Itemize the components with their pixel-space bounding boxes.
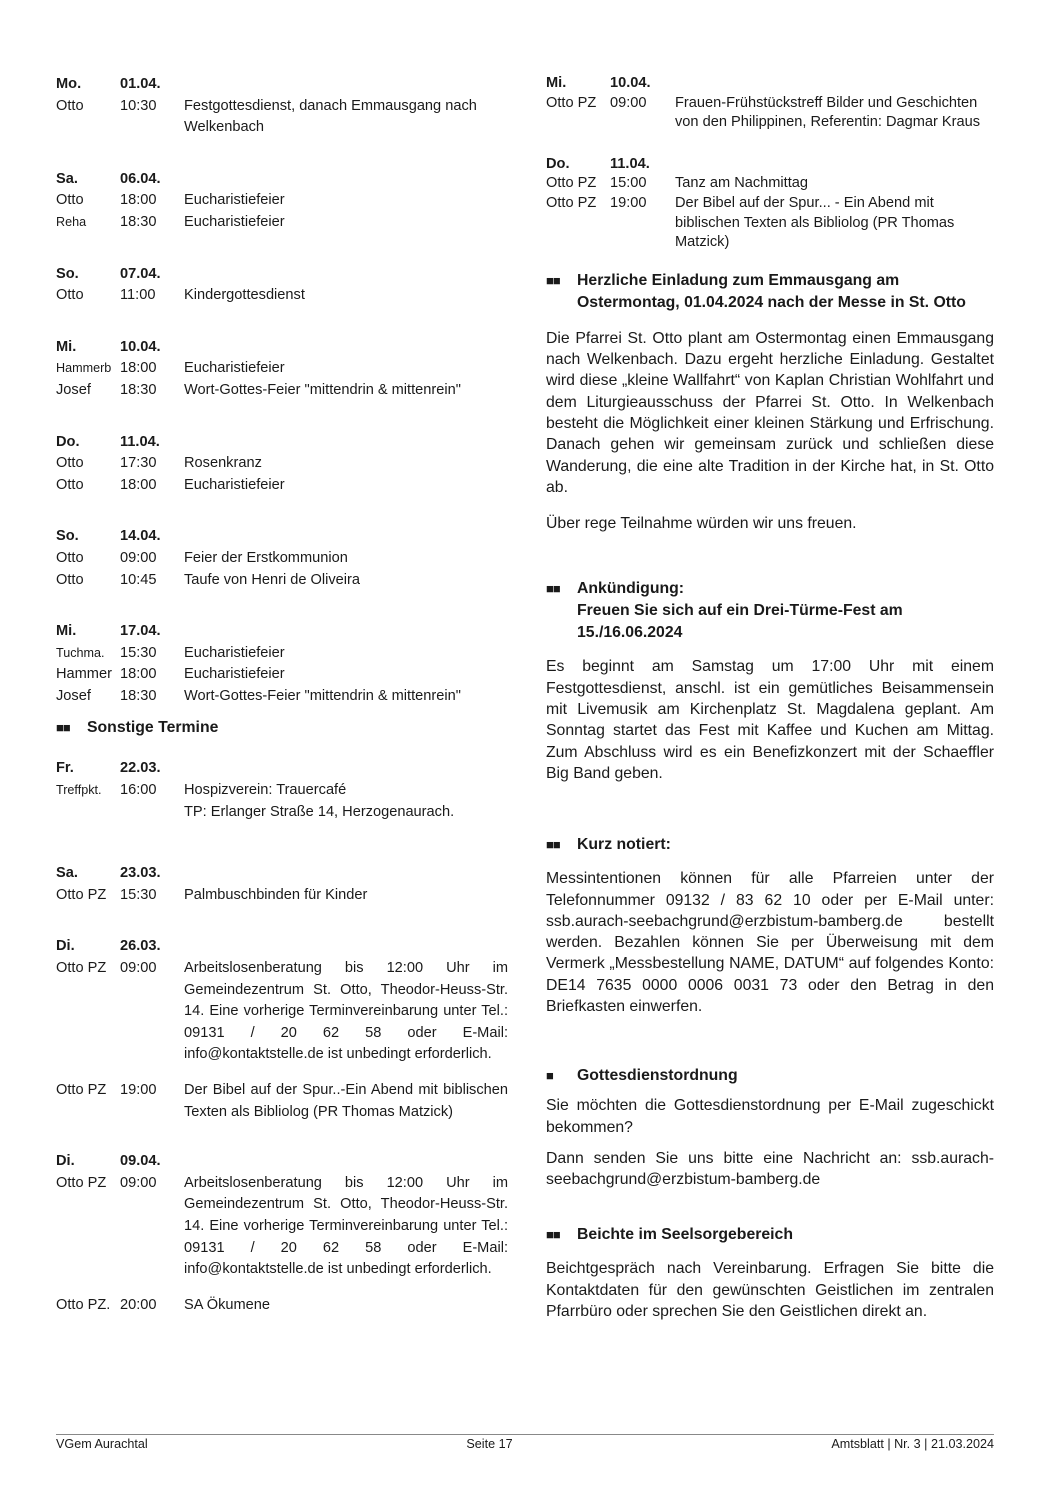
event-time: 10:30 — [120, 97, 157, 114]
date: 07.04. — [120, 265, 161, 282]
event-text: Arbeitslosenberatung bis 12:00 Uhr im Gemeindezentrum St. Otto, Theodor-Heuss-Str. 14. Eine vorherige Terminvereinbarung unter Tel.: 09131 / 20 62 58 oder E-Mail: info@kontaktstelle.de ist unbedingt erforderlich. — [184, 1174, 508, 1278]
day-header — [56, 337, 508, 359]
event-text: Eucharistiefeier — [184, 360, 285, 377]
date: 09.04. — [120, 1153, 161, 1170]
date: 17.04. — [120, 623, 161, 640]
event-row — [56, 643, 508, 665]
event-text: SA Ökumene — [184, 1296, 270, 1313]
event-description — [184, 1080, 508, 1123]
beichte-heading: ■■ Beichte im Seelsorgebereich — [546, 1224, 994, 1246]
event-description — [184, 453, 508, 475]
emmaus-heading: ■■ Herzliche Einladung zum Emmausgang am Ostermontag, 01.04.2024 nach der Messe in St. Otto — [546, 270, 994, 314]
date: 06.04. — [120, 170, 161, 187]
day-header — [56, 169, 508, 191]
event-text: Der Bibel auf der Spur..-Ein Abend mit biblischen Texten als Bibliolog (PR Thomas Matzick) — [184, 1082, 508, 1120]
footer-left: VGem Aurachtal — [56, 1437, 148, 1451]
event-text: Eucharistiefeier — [184, 666, 285, 683]
gottesdienst-text: Sie möchten die Gottesdienstordnung per E-Mail zugeschickt bekommen? — [546, 1097, 994, 1136]
event-text: Palmbuschbinden für Kinder — [184, 886, 368, 903]
weekday: Di. — [56, 1153, 75, 1170]
event-row — [56, 212, 508, 234]
event-time: 09:00 — [120, 960, 157, 977]
event-text: Festgottesdienst, danach Emmausgang nach Welkenbach — [184, 97, 477, 136]
event-time: 18:00 — [120, 476, 157, 493]
schedule-day — [56, 621, 508, 707]
footer-right: Amtsblatt | Nr. 3 | 21.03.2024 — [831, 1437, 994, 1451]
event-description — [184, 958, 508, 1066]
right-column — [546, 74, 994, 1322]
square-bullet-icon: ■■ — [546, 837, 560, 853]
event-location: Otto — [56, 571, 84, 588]
event-time: 18:00 — [120, 192, 157, 209]
square-bullet-icon: ■■ — [546, 1227, 560, 1243]
event-time: 09:00 — [120, 1174, 157, 1191]
event-text: Taufe von Henri de Oliveira — [184, 571, 361, 588]
event-time: 15:30 — [120, 644, 157, 661]
footer-divider — [56, 1434, 994, 1435]
event-location: Otto PZ — [56, 1174, 107, 1191]
schedule-day — [56, 758, 508, 823]
event-description — [184, 212, 508, 234]
schedule-day — [546, 74, 994, 133]
event-time: 19:00 — [120, 1082, 157, 1098]
weekday: Mi. — [56, 338, 77, 355]
event-location: Josef — [56, 381, 91, 398]
event-row — [546, 174, 994, 194]
event-description — [184, 548, 508, 570]
event-location: Treffpkt. — [56, 783, 102, 798]
event-row — [56, 570, 508, 592]
event-row — [56, 453, 508, 475]
day-header — [56, 264, 508, 286]
schedule-day — [56, 1151, 508, 1316]
date: 10.04. — [120, 338, 161, 355]
event-location: Otto PZ — [546, 194, 597, 211]
weekday: Mi. — [56, 623, 77, 640]
event-time: 18:00 — [120, 360, 157, 377]
weekday: Do. — [56, 433, 80, 450]
fest-heading — [546, 578, 994, 644]
event-location: Otto — [56, 476, 84, 493]
event-text: Der Bibel auf der Spur... - Ein Abend mit biblischen Texten als Bibliolog (PR Thomas Matzick) — [675, 194, 955, 251]
schedule-day — [56, 863, 508, 906]
other-dates-list — [56, 758, 508, 1316]
event-time: 09:00 — [120, 549, 157, 566]
event-time: 09:00 — [610, 94, 647, 111]
event-time: 18:30 — [120, 213, 157, 230]
date: 01.04. — [120, 76, 161, 92]
event-description — [184, 190, 508, 212]
event-time: 18:30 — [120, 381, 157, 398]
event-description — [184, 475, 508, 497]
event-text: Eucharistiefeier — [184, 644, 285, 661]
schedule-day — [56, 526, 508, 591]
event-description — [184, 358, 508, 380]
event-text: Kindergottesdienst — [184, 287, 305, 304]
event-location: Reha — [56, 214, 87, 229]
beichte-text: Beichtgespräch nach Vereinbarung. Erfragen Sie bitte die Kontaktdaten für den gewünschten Geistlichen im zentralen Pfarrbüro oder sprechen Sie den Geistlichen direkt an. — [546, 1260, 994, 1321]
event-time: 18:30 — [120, 687, 157, 704]
event-location: Otto — [56, 287, 84, 304]
event-description — [184, 570, 508, 592]
event-text: Wort-Gottes-Feier "mittendrin & mittenrein" — [184, 381, 461, 398]
weekday: Sa. — [56, 170, 78, 187]
event-row — [56, 96, 508, 139]
day-header — [56, 526, 508, 548]
event-row — [56, 780, 508, 823]
weekday: Di. — [56, 938, 75, 955]
emmaus-text: Die Pfarrei St. Otto plant am Ostermontag einen Emmausgang nach Welkenbach. Dazu ergeht herzliche Einladung. Gestaltet wird diese „kleine Wallfahrt“ von Kaplan Christian Wohlfahrt und dem Liturgieausschuss der Pfarrei St. Otto. In Welkenbach besteht die Möglichkeit einer kleinen Stärkung und Erfrischung. Danach gehen wir gemeinsam zurück und schließen diese Wanderung, die eine alte Tradition in der Kirche hat, in St. Otto ab. — [546, 329, 994, 496]
weekday: Do. — [546, 155, 570, 172]
footer-page-number: Seite 17 — [466, 1437, 513, 1451]
schedule-day — [56, 169, 508, 234]
event-row — [56, 1173, 508, 1281]
event-row — [56, 358, 508, 380]
page-footer — [56, 1437, 994, 1451]
day-header — [56, 74, 508, 96]
fest-heading-label: Ankündigung: — [577, 580, 685, 598]
kurz-text: Messintentionen können für alle Pfarreien unter der Telefonnummer 09132 / 83 62 10 oder per E-Mail unter: ssb.aurach-seebachgrund@erzbistum-bamberg.de bestellt werden. Bezahlen können Sie per Überweisung mit dem Vermerk „Messbestellung NAME, DATUM“ auf folgendes Konto: DE14 7635 0000 0006 0031 73 oder den Betrag in den Briefkasten einwerfen. — [546, 870, 994, 1015]
weekday: Fr. — [56, 760, 74, 777]
event-text: Tanz am Nachmittag — [675, 175, 809, 192]
date: 11.04. — [610, 155, 650, 172]
event-row — [56, 1295, 508, 1317]
church-service-schedule — [56, 74, 508, 707]
event-description — [184, 686, 508, 708]
event-time: 10:45 — [120, 571, 157, 588]
other-dates-heading: ■■ Sonstige Termine — [56, 717, 508, 739]
kurz-heading: ■■ Kurz notiert: — [546, 834, 994, 856]
date: 23.03. — [120, 865, 161, 882]
day-header — [56, 621, 508, 643]
weekday: Mi. — [546, 75, 567, 91]
event-row — [56, 664, 508, 686]
day-header — [56, 863, 508, 885]
event-location: Otto PZ — [56, 886, 107, 903]
event-text: Rosenkranz — [184, 455, 262, 472]
event-time: 19:00 — [610, 194, 647, 211]
event-row — [56, 1080, 508, 1123]
event-location: Hammerb — [56, 361, 112, 376]
event-description — [184, 1295, 508, 1317]
event-row — [546, 194, 994, 253]
event-time: 20:00 — [120, 1296, 157, 1313]
event-text: Wort-Gottes-Feier "mittendrin & mittenrein" — [184, 687, 461, 704]
event-time: 15:30 — [120, 886, 157, 903]
event-text: Eucharistiefeier — [184, 476, 285, 493]
event-row — [56, 285, 508, 307]
weekday: So. — [56, 265, 79, 282]
event-location: Otto — [56, 97, 84, 114]
event-row — [56, 686, 508, 708]
event-description — [184, 780, 508, 823]
event-location: Hammer — [56, 666, 112, 683]
event-time: 11:00 — [120, 287, 156, 304]
event-text: Feier der Erstkommunion — [184, 549, 348, 566]
event-description — [675, 94, 994, 133]
event-row — [546, 94, 994, 133]
date: 11.04. — [120, 433, 160, 450]
event-text: Eucharistiefeier — [184, 213, 285, 230]
gottesdienst-contact: Dann senden Sie uns bitte eine Nachricht an: ssb.aurach-seebachgrund@erzbistum-bamberg.de — [546, 1149, 994, 1189]
event-description — [184, 1173, 508, 1281]
event-location: Otto PZ — [546, 175, 597, 192]
fest-heading-title: Freuen Sie sich auf ein Drei-Türme-Fest am 15./16.06.2024 — [577, 602, 903, 642]
gottesdienst-heading: ■ Gottesdienstordnung — [546, 1065, 994, 1087]
event-row — [56, 475, 508, 497]
event-location: Tuchma. — [56, 645, 105, 660]
schedule-day — [546, 155, 994, 253]
event-location: Otto PZ. — [56, 1296, 111, 1313]
event-time: 15:00 — [610, 175, 647, 192]
left-column — [56, 74, 508, 1316]
event-location: Otto PZ — [56, 1082, 107, 1098]
event-location: Otto PZ — [56, 960, 107, 977]
event-description — [675, 174, 994, 194]
day-header — [546, 155, 994, 175]
day-header — [56, 936, 508, 958]
date: 22.03. — [120, 760, 161, 777]
event-description — [184, 380, 508, 402]
schedule-day — [56, 74, 508, 139]
event-description — [184, 885, 508, 907]
event-text-secondary: TP: Erlanger Straße 14, Herzogenaurach. — [184, 803, 455, 820]
weekday: Mo. — [56, 76, 82, 92]
event-location: Otto — [56, 549, 84, 566]
event-location: Otto PZ — [546, 94, 597, 111]
event-row — [56, 190, 508, 212]
schedule-day — [56, 432, 508, 497]
event-row — [56, 885, 508, 907]
event-text: Eucharistiefeier — [184, 192, 285, 209]
right-schedule — [546, 74, 994, 253]
event-row — [56, 380, 508, 402]
event-description — [184, 285, 508, 307]
event-time: 18:00 — [120, 666, 157, 683]
event-description — [184, 96, 508, 139]
day-header — [546, 74, 994, 94]
event-row — [56, 548, 508, 570]
event-text: Hospizverein: Trauercafé — [184, 782, 347, 799]
event-location: Otto — [56, 455, 84, 472]
weekday: Sa. — [56, 865, 78, 882]
event-location: Otto — [56, 192, 84, 209]
schedule-day — [56, 264, 508, 307]
weekday: So. — [56, 528, 79, 545]
event-description — [184, 643, 508, 665]
event-time: 17:30 — [120, 455, 157, 472]
day-header — [56, 1151, 508, 1173]
day-header — [56, 432, 508, 454]
square-bullet-icon: ■ — [546, 1068, 553, 1084]
event-row — [56, 958, 508, 1066]
schedule-day — [56, 337, 508, 402]
event-description — [184, 664, 508, 686]
event-description — [675, 194, 994, 253]
date: 10.04. — [610, 75, 651, 91]
fest-text: Es beginnt am Samstag um 17:00 Uhr mit einem Festgottesdienst, anschl. ist ein gemütliches Beisammensein mit Livemusik am Kirchenplatz St. Magdalena geplant. Am Sonntag startet das Fest mit Kaffee und Kuchen am Mittag. Zum Abschluss wird es ein Benefizkonzert mit der Schaeffler Big Band geben. — [546, 658, 994, 782]
schedule-day — [56, 936, 508, 1123]
square-bullet-icon: ■■ — [546, 581, 560, 597]
event-time: 16:00 — [120, 782, 157, 799]
date: 14.04. — [120, 528, 161, 545]
event-text: Frauen-Frühstückstreff Bilder und Geschichten von den Philippinen, Referentin: Dagmar Kraus — [675, 94, 981, 131]
day-header — [56, 758, 508, 780]
date: 26.03. — [120, 938, 161, 955]
square-bullet-icon: ■■ — [546, 272, 560, 288]
event-text: Arbeitslosenberatung bis 12:00 Uhr im Gemeindezentrum St. Otto, Theodor-Heuss-Str. 14. Eine vorherige Terminvereinbarung unter Tel.: 09131 / 20 62 58 oder E-Mail: info@kontaktstelle.de ist unbedingt erforderlich. — [184, 960, 508, 1063]
emmaus-closing: Über rege Teilnahme würden wir uns freuen. — [546, 515, 857, 533]
square-bullet-icon: ■■ — [56, 720, 70, 736]
event-location: Josef — [56, 687, 91, 704]
